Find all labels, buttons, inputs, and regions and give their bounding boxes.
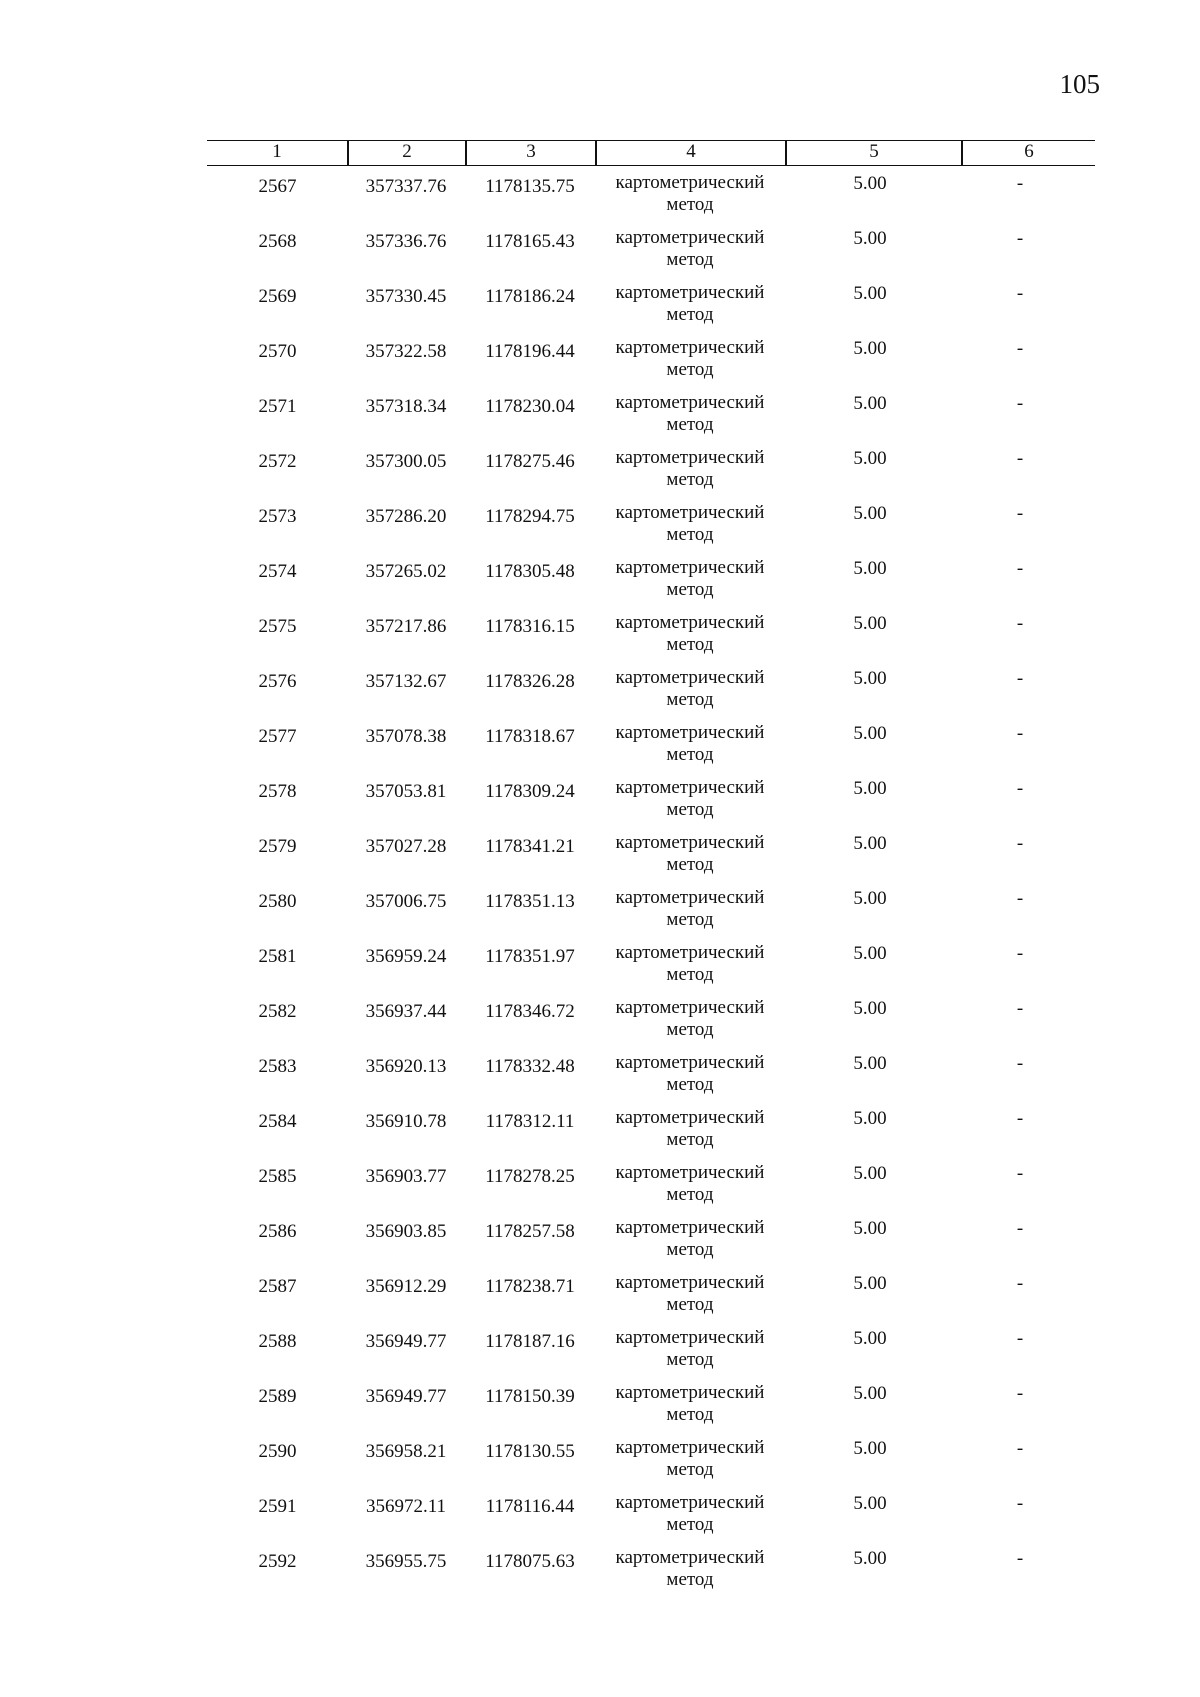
method-cell — [590, 1217, 790, 1261]
method-cell — [590, 942, 790, 986]
coordinate-x: 357330.45 — [365, 286, 447, 307]
table-row — [0, 337, 1200, 392]
point-number: 2576 — [258, 671, 297, 692]
method-line-2: метод — [666, 1459, 714, 1480]
method-line-1: картометрический — [615, 282, 765, 303]
coordinate-x: 356972.11 — [365, 1496, 447, 1517]
column-header-1: 1 — [272, 141, 282, 162]
method-line-2: метод — [666, 634, 714, 655]
method-cell — [590, 832, 790, 876]
note-value: - — [1016, 613, 1024, 634]
method-line-1: картометрический — [615, 997, 765, 1018]
method-line-1: картометрический — [615, 447, 765, 468]
coordinate-x: 357322.58 — [365, 341, 447, 362]
method-line-1: картометрический — [615, 612, 765, 633]
note-value: - — [1016, 1053, 1024, 1074]
accuracy-value: 5.00 — [853, 1383, 887, 1404]
point-number: 2568 — [258, 231, 297, 252]
table-row — [0, 942, 1200, 997]
accuracy-value: 5.00 — [853, 613, 887, 634]
table-row — [0, 1272, 1200, 1327]
method-line-1: картометрический — [615, 722, 765, 743]
point-number: 2590 — [258, 1441, 297, 1462]
method-line-1: картометрический — [615, 832, 765, 853]
coordinate-y: 1178165.43 — [485, 231, 575, 252]
accuracy-value: 5.00 — [853, 1548, 887, 1569]
method-line-1: картометрический — [615, 1382, 765, 1403]
coordinate-y: 1178130.55 — [485, 1441, 575, 1462]
method-cell — [590, 1382, 790, 1426]
table-row — [0, 832, 1200, 887]
coordinate-y: 1178116.44 — [485, 1496, 575, 1517]
coordinate-x: 357318.34 — [365, 396, 447, 417]
coordinate-x: 356920.13 — [365, 1056, 447, 1077]
point-number: 2570 — [258, 341, 297, 362]
method-line-2: метод — [666, 1569, 714, 1590]
method-line-1: картометрический — [615, 777, 765, 798]
coordinate-y: 1178230.04 — [485, 396, 575, 417]
coordinate-y: 1178238.71 — [485, 1276, 575, 1297]
method-cell — [590, 1547, 790, 1591]
coordinate-x: 357336.76 — [365, 231, 447, 252]
point-number: 2585 — [258, 1166, 297, 1187]
method-line-1: картометрический — [615, 227, 765, 248]
table-row — [0, 667, 1200, 722]
method-line-2: метод — [666, 194, 714, 215]
point-number: 2581 — [258, 946, 297, 967]
table-row — [0, 282, 1200, 337]
table-row — [0, 997, 1200, 1052]
method-cell — [590, 282, 790, 326]
table-body — [0, 172, 1200, 1602]
table-row — [0, 172, 1200, 227]
note-value: - — [1016, 283, 1024, 304]
coordinate-y: 1178332.48 — [485, 1056, 575, 1077]
accuracy-value: 5.00 — [853, 1163, 887, 1184]
column-header-6: 6 — [1024, 141, 1034, 162]
note-value: - — [1016, 173, 1024, 194]
note-value: - — [1016, 1328, 1024, 1349]
method-cell — [590, 227, 790, 271]
method-line-1: картометрический — [615, 557, 765, 578]
method-line-2: метод — [666, 1239, 714, 1260]
note-value: - — [1016, 1548, 1024, 1569]
note-value: - — [1016, 723, 1024, 744]
coordinate-x: 357300.05 — [365, 451, 447, 472]
method-line-2: метод — [666, 689, 714, 710]
coordinate-x: 357265.02 — [365, 561, 447, 582]
method-line-2: метод — [666, 744, 714, 765]
note-value: - — [1016, 1218, 1024, 1239]
coordinate-x: 356955.75 — [365, 1551, 447, 1572]
note-value: - — [1016, 943, 1024, 964]
method-line-2: метод — [666, 964, 714, 985]
method-cell — [590, 337, 790, 381]
table-row — [0, 612, 1200, 667]
coordinate-x: 356912.29 — [365, 1276, 447, 1297]
note-value: - — [1016, 1383, 1024, 1404]
note-value: - — [1016, 1163, 1024, 1184]
coordinate-x: 356903.77 — [365, 1166, 447, 1187]
table-row — [0, 777, 1200, 832]
method-line-2: метод — [666, 1074, 714, 1095]
accuracy-value: 5.00 — [853, 283, 887, 304]
method-cell — [590, 1052, 790, 1096]
method-cell — [590, 172, 790, 216]
table-header — [207, 140, 1095, 166]
coordinate-x: 357078.38 — [365, 726, 447, 747]
table-row — [0, 557, 1200, 612]
accuracy-value: 5.00 — [853, 998, 887, 1019]
coordinate-x: 357217.86 — [365, 616, 447, 637]
table-row — [0, 1547, 1200, 1602]
point-number: 2574 — [258, 561, 297, 582]
coordinate-y: 1178346.72 — [485, 1001, 575, 1022]
coordinate-x: 356937.44 — [365, 1001, 447, 1022]
coordinate-y: 1178275.46 — [485, 451, 575, 472]
coordinate-x: 357286.20 — [365, 506, 447, 527]
coordinate-x: 356958.21 — [365, 1441, 447, 1462]
table-row — [0, 227, 1200, 282]
column-header-2: 2 — [402, 141, 412, 162]
method-line-1: картометрический — [615, 337, 765, 358]
point-number: 2577 — [258, 726, 297, 747]
method-line-1: картометрический — [615, 1327, 765, 1348]
point-number: 2580 — [258, 891, 297, 912]
method-cell — [590, 502, 790, 546]
point-number: 2588 — [258, 1331, 297, 1352]
point-number: 2575 — [258, 616, 297, 637]
method-line-2: метод — [666, 1349, 714, 1370]
method-cell — [590, 997, 790, 1041]
note-value: - — [1016, 393, 1024, 414]
coordinate-y: 1178312.11 — [485, 1111, 575, 1132]
method-line-2: метод — [666, 799, 714, 820]
method-cell — [590, 447, 790, 491]
coordinate-x: 356959.24 — [365, 946, 447, 967]
table-row — [0, 1052, 1200, 1107]
coordinate-y: 1178150.39 — [485, 1386, 575, 1407]
method-line-1: картометрический — [615, 1437, 765, 1458]
column-header-3: 3 — [526, 141, 536, 162]
coordinate-y: 1178196.44 — [485, 341, 575, 362]
method-cell — [590, 1162, 790, 1206]
coordinate-x: 357027.28 — [365, 836, 447, 857]
method-line-1: картометрический — [615, 1272, 765, 1293]
method-line-1: картометрический — [615, 1547, 765, 1568]
note-value: - — [1016, 338, 1024, 359]
table-row — [0, 1492, 1200, 1547]
note-value: - — [1016, 998, 1024, 1019]
coordinate-y: 1178257.58 — [485, 1221, 575, 1242]
accuracy-value: 5.00 — [853, 448, 887, 469]
coordinate-y: 1178326.28 — [485, 671, 575, 692]
coordinate-y: 1178187.16 — [485, 1331, 575, 1352]
point-number: 2584 — [258, 1111, 297, 1132]
method-cell — [590, 1107, 790, 1151]
accuracy-value: 5.00 — [853, 1438, 887, 1459]
point-number: 2573 — [258, 506, 297, 527]
note-value: - — [1016, 833, 1024, 854]
point-number: 2572 — [258, 451, 297, 472]
accuracy-value: 5.00 — [853, 888, 887, 909]
coordinate-y: 1178351.13 — [485, 891, 575, 912]
accuracy-value: 5.00 — [853, 338, 887, 359]
method-line-2: метод — [666, 909, 714, 930]
column-header-5: 5 — [869, 141, 879, 162]
coordinate-y: 1178135.75 — [485, 176, 575, 197]
accuracy-value: 5.00 — [853, 558, 887, 579]
table-row — [0, 1327, 1200, 1382]
note-value: - — [1016, 1438, 1024, 1459]
table-row — [0, 1217, 1200, 1272]
table-row — [0, 447, 1200, 502]
method-cell — [590, 1492, 790, 1536]
point-number: 2589 — [258, 1386, 297, 1407]
note-value: - — [1016, 228, 1024, 249]
coordinate-y: 1178305.48 — [485, 561, 575, 582]
note-value: - — [1016, 503, 1024, 524]
method-cell — [590, 1327, 790, 1371]
accuracy-value: 5.00 — [853, 1328, 887, 1349]
method-line-2: метод — [666, 414, 714, 435]
column-header-4: 4 — [686, 141, 696, 162]
method-line-2: метод — [666, 854, 714, 875]
method-line-1: картометрический — [615, 392, 765, 413]
table-row — [0, 1437, 1200, 1492]
point-number: 2569 — [258, 286, 297, 307]
table-row — [0, 1162, 1200, 1217]
accuracy-value: 5.00 — [853, 1218, 887, 1239]
coordinate-y: 1178316.15 — [485, 616, 575, 637]
method-line-1: картометрический — [615, 1217, 765, 1238]
note-value: - — [1016, 1108, 1024, 1129]
coordinate-x: 357132.67 — [365, 671, 447, 692]
coordinate-x: 356903.85 — [365, 1221, 447, 1242]
point-number: 2583 — [258, 1056, 297, 1077]
point-number: 2578 — [258, 781, 297, 802]
coordinate-x: 356910.78 — [365, 1111, 447, 1132]
accuracy-value: 5.00 — [853, 943, 887, 964]
method-line-2: метод — [666, 1019, 714, 1040]
coordinate-y: 1178294.75 — [485, 506, 575, 527]
method-cell — [590, 777, 790, 821]
method-line-2: метод — [666, 469, 714, 490]
point-number: 2587 — [258, 1276, 297, 1297]
method-cell — [590, 887, 790, 931]
accuracy-value: 5.00 — [853, 723, 887, 744]
page-number: 105 — [1059, 69, 1100, 99]
table-row — [0, 722, 1200, 777]
method-line-2: метод — [666, 1184, 714, 1205]
method-line-1: картометрический — [615, 667, 765, 688]
point-number: 2567 — [258, 176, 297, 197]
table-row — [0, 392, 1200, 447]
note-value: - — [1016, 1273, 1024, 1294]
method-cell — [590, 667, 790, 711]
accuracy-value: 5.00 — [853, 778, 887, 799]
method-cell — [590, 1272, 790, 1316]
method-line-2: метод — [666, 579, 714, 600]
method-line-1: картометрический — [615, 1107, 765, 1128]
table-row — [0, 1382, 1200, 1437]
method-line-2: метод — [666, 1129, 714, 1150]
coordinate-y: 1178341.21 — [485, 836, 575, 857]
coordinate-y: 1178278.25 — [485, 1166, 575, 1187]
note-value: - — [1016, 448, 1024, 469]
coordinate-x: 357053.81 — [365, 781, 447, 802]
coordinate-y: 1178186.24 — [485, 286, 575, 307]
method-line-2: метод — [666, 304, 714, 325]
method-line-1: картометрический — [615, 887, 765, 908]
coordinate-y: 1178309.24 — [485, 781, 575, 802]
accuracy-value: 5.00 — [853, 393, 887, 414]
accuracy-value: 5.00 — [853, 1053, 887, 1074]
accuracy-value: 5.00 — [853, 228, 887, 249]
table-row — [0, 1107, 1200, 1162]
method-line-1: картометрический — [615, 1492, 765, 1513]
method-line-2: метод — [666, 1514, 714, 1535]
point-number: 2591 — [258, 1496, 297, 1517]
accuracy-value: 5.00 — [853, 1273, 887, 1294]
coordinate-x: 357006.75 — [365, 891, 447, 912]
method-line-1: картометрический — [615, 502, 765, 523]
point-number: 2592 — [258, 1551, 297, 1572]
note-value: - — [1016, 1493, 1024, 1514]
note-value: - — [1016, 778, 1024, 799]
method-line-2: метод — [666, 1294, 714, 1315]
note-value: - — [1016, 558, 1024, 579]
coordinate-x: 356949.77 — [365, 1331, 447, 1352]
method-line-1: картометрический — [615, 172, 765, 193]
table-row — [0, 502, 1200, 557]
point-number: 2571 — [258, 396, 297, 417]
accuracy-value: 5.00 — [853, 503, 887, 524]
accuracy-value: 5.00 — [853, 1493, 887, 1514]
coordinate-y: 1178075.63 — [485, 1551, 575, 1572]
method-cell — [590, 392, 790, 436]
method-line-2: метод — [666, 249, 714, 270]
accuracy-value: 5.00 — [853, 1108, 887, 1129]
accuracy-value: 5.00 — [853, 668, 887, 689]
method-line-2: метод — [666, 359, 714, 380]
method-cell — [590, 1437, 790, 1481]
point-number: 2579 — [258, 836, 297, 857]
method-cell — [590, 557, 790, 601]
point-number: 2582 — [258, 1001, 297, 1022]
method-line-2: метод — [666, 524, 714, 545]
note-value: - — [1016, 668, 1024, 689]
coordinate-x: 357337.76 — [365, 176, 447, 197]
method-line-1: картометрический — [615, 1162, 765, 1183]
coordinate-y: 1178318.67 — [485, 726, 575, 747]
coordinate-x: 356949.77 — [365, 1386, 447, 1407]
method-cell — [590, 722, 790, 766]
accuracy-value: 5.00 — [853, 173, 887, 194]
point-number: 2586 — [258, 1221, 297, 1242]
note-value: - — [1016, 888, 1024, 909]
method-cell — [590, 612, 790, 656]
method-line-1: картометрический — [615, 942, 765, 963]
accuracy-value: 5.00 — [853, 833, 887, 854]
coordinate-y: 1178351.97 — [485, 946, 575, 967]
method-line-2: метод — [666, 1404, 714, 1425]
method-line-1: картометрический — [615, 1052, 765, 1073]
table-row — [0, 887, 1200, 942]
